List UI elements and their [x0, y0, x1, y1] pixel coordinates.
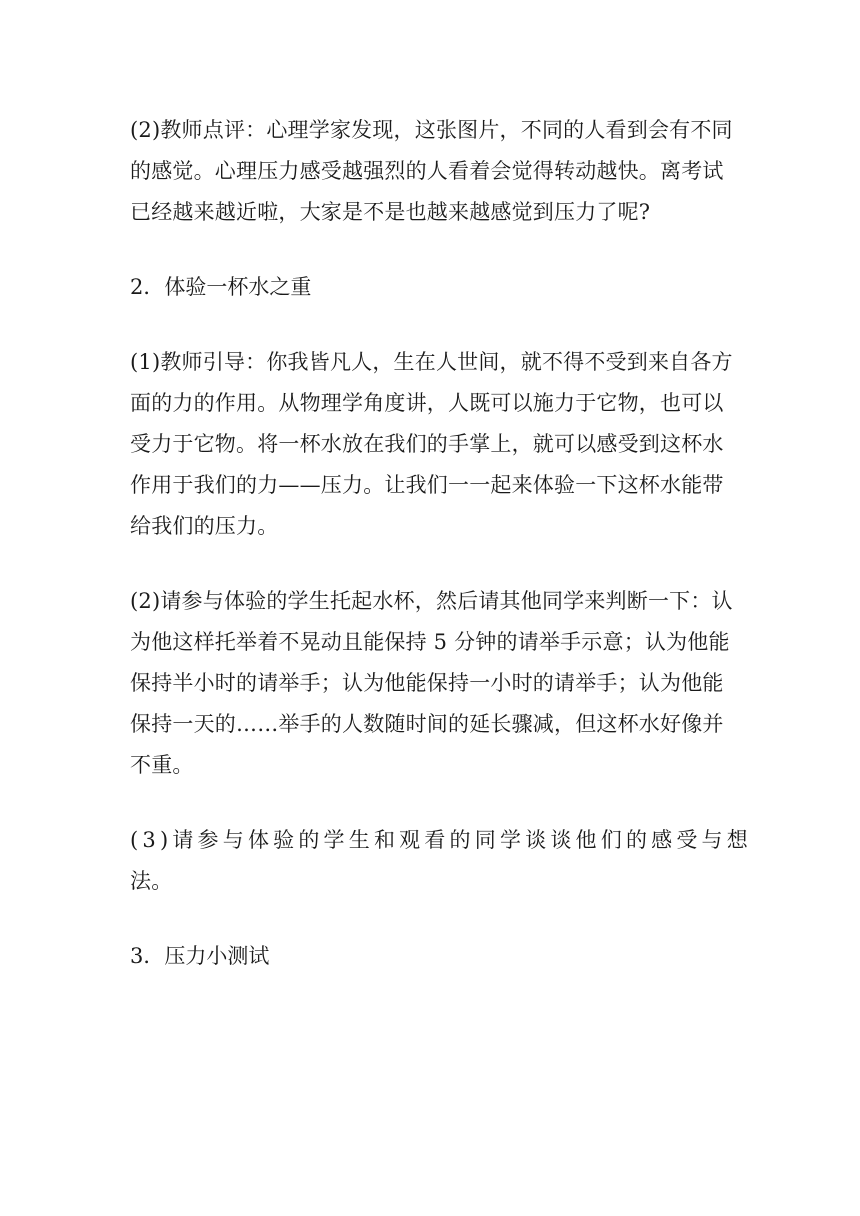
text-line: 保持一天的……举手的人数随时间的延长骤减，但这杯水好像并 — [130, 712, 724, 736]
text-line: (3)请参与体验的学生和观看的同学谈谈他们的感受与想 — [130, 828, 752, 852]
paragraph-discussion — [130, 820, 752, 902]
text-line: 作用于我们的力——压力。让我们一一起来体验一下这杯水能带 — [130, 473, 724, 497]
section-heading-3: 3．压力小测试 — [130, 944, 270, 968]
text-line: 保持半小时的请举手；认为他能保持一小时的请举手；认为他能 — [130, 671, 724, 695]
text-line: 已经越来越近啦，大家是不是也越来越感觉到压力了呢? — [130, 200, 651, 224]
section-heading-2: 2．体验一杯水之重 — [130, 275, 312, 299]
text-line: 面的力的作用。从物理学角度讲，人既可以施力于它物，也可以 — [130, 391, 724, 415]
paragraph-teacher-guide — [130, 342, 733, 547]
text-line: 法。 — [130, 869, 173, 893]
paragraph-teacher-comment — [130, 110, 733, 233]
text-line: (2)教师点评：心理学家发现，这张图片，不同的人看到会有不同 — [130, 118, 733, 142]
text-line: 为他这样托举着不晃动且能保持 5 分钟的请举手示意；认为他能 — [130, 630, 730, 654]
document-page — [130, 110, 752, 1011]
text-line: 受力于它物。将一杯水放在我们的手掌上，就可以感受到这杯水 — [130, 432, 724, 456]
text-line: 给我们的压力。 — [130, 514, 279, 538]
paragraph-student-experience — [130, 581, 733, 786]
text-line: (1)教师引导：你我皆凡人，生在人世间，就不得不受到来自各方 — [130, 350, 733, 374]
text-line: 不重。 — [130, 753, 194, 777]
text-line: (2)请参与体验的学生托起水杯，然后请其他同学来判断一下：认 — [130, 589, 733, 613]
text-line: 的感觉。心理压力感受越强烈的人看着会觉得转动越快。离考试 — [130, 159, 724, 183]
